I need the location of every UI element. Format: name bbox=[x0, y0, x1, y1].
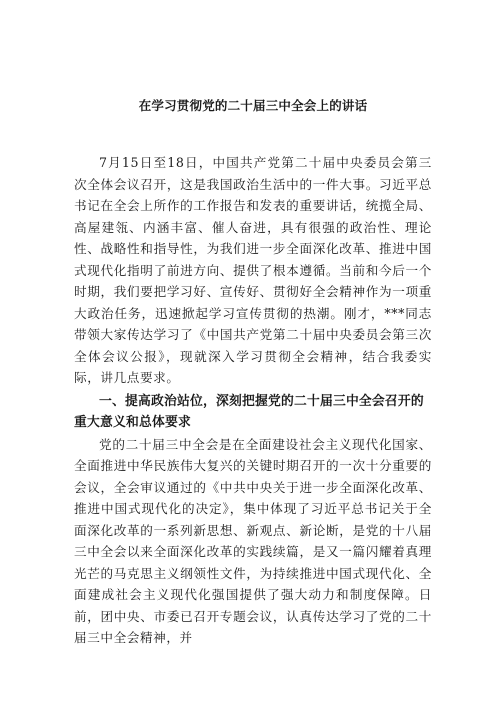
section-paragraph: 党的二十届三中全会是在全面建设社会主义现代化国家、全面推进中华民族伟大复兴的关键时期召开的一次十分重要的会议，全会审议通过的《中共中央关于进一步全面深化改革、推进中国式现代化的决定》，集中体现了习近平总书记关于全面深化改革的一系列新思想、新观点、新论断，是党的十八届三中全会以来全面深化改革的实践续篇，是又一篇闪耀着真理光芒的马克思主义纲领性文件，为持续推进中国式现代化、全面建成社会主义现代化强国提供了强大动力和制度保障。日前，团中央、市委已召开专题会议，认真传达学习了党的二十届三中全会精神，并 bbox=[74, 436, 432, 645]
intro-paragraph: 7月15日至18日，中国共产党第二十届中央委员会第三次全体会议召开，这是我国政治生活中的一件大事。习近平总书记在全会上所作的工作报告和发表的重要讲话，统揽全局、高屋建瓴、内涵丰富、催人奋进，具有很强的政治性、理论性、战略性和指导性，为我们进一步全面深化改革、推进中国式现代化指明了前进方向、提供了根本遵循。当前和今后一个时期，我们要把学习好、宣传好、贯彻好全会精神作为一项重大政治任务，迅速掀起学习宣传贯彻的热潮。刚才，***同志带领大家传达学习了《中国共产党第二十届中央委员会第三次全体会议公报》，现就深入学习贯彻全会精神，结合我委实际，讲几点要求。 bbox=[74, 155, 432, 385]
section-heading: 一、提高政治站位，深刻把握党的二十届三中全会召开的重大意义和总体要求 bbox=[74, 393, 424, 430]
document-title: 在学习贯彻党的二十届三中全会上的讲话 bbox=[138, 98, 368, 113]
